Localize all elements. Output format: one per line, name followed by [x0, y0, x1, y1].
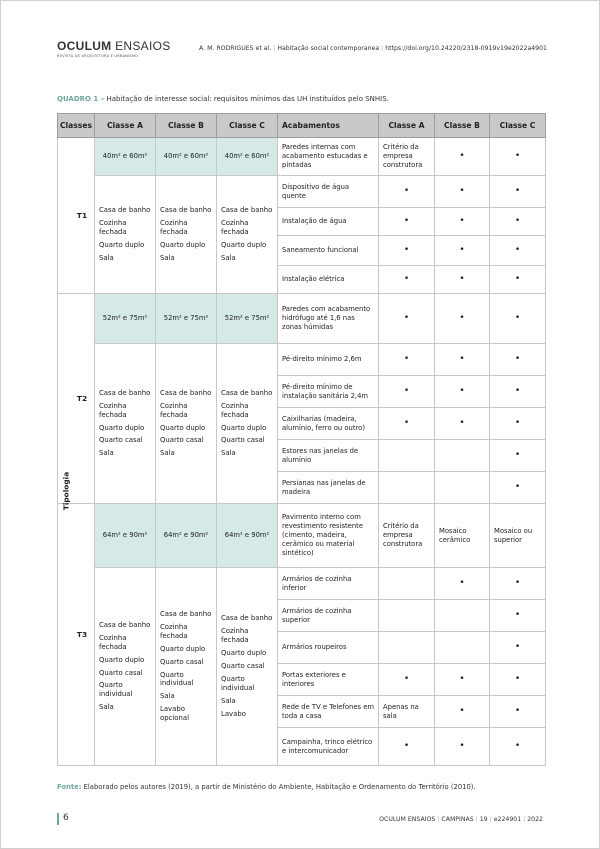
- footer-city: CAMPINAS: [441, 816, 474, 823]
- finish-class-b-cell: •: [435, 376, 490, 408]
- finish-class-c-cell: Mosaico ou superior: [490, 504, 546, 568]
- page-number: 6: [63, 813, 69, 823]
- finish-class-b-cell: •: [435, 236, 490, 266]
- footer-volume: 19: [479, 816, 488, 823]
- finish-class-b-cell: •: [435, 266, 490, 294]
- table-row: [58, 294, 546, 344]
- room-item: Sala: [99, 253, 114, 262]
- finish-class-a-cell: •: [379, 664, 435, 696]
- finish-class-b-cell: [435, 600, 490, 632]
- finish-label: Estores nas janelas de alumínio: [278, 440, 379, 472]
- finish-class-c-cell: •: [490, 344, 546, 376]
- header-class-a: Classe A: [95, 114, 156, 138]
- room-item: Casa de banho: [221, 614, 273, 623]
- source-text: Elaborado pelos autores (2019), a partir de Ministério do Ambiente, Habitação e Ordenamento do Território (2010).: [81, 783, 476, 791]
- header-short-title: Habitação social contemporanea: [277, 45, 380, 52]
- room-item: Sala: [160, 449, 175, 458]
- header-authors: A. M. RODRIGUES et al.: [199, 45, 272, 52]
- room-item: Quarto duplo: [221, 240, 267, 249]
- finish-class-b-cell: •: [435, 344, 490, 376]
- finish-label: Paredes com acabamento hidrófugo até 1,6 nas zonas húmidas: [278, 294, 379, 344]
- finish-label: Portas exteriores e interiores: [278, 664, 379, 696]
- finish-class-b-cell: •: [435, 696, 490, 728]
- room-item: Cozinha fechada: [99, 219, 127, 237]
- finish-class-c-cell: •: [490, 440, 546, 472]
- finish-class-a-cell: •: [379, 376, 435, 408]
- finish-class-a-cell: [379, 568, 435, 600]
- tipologia-label: Tipologia: [61, 471, 71, 511]
- finish-class-c-cell: •: [490, 632, 546, 664]
- area-range-cell: 52m² e 75m²: [217, 294, 278, 344]
- footer-accent-bar: [57, 813, 59, 825]
- finish-label: Instalação de água: [278, 208, 379, 236]
- room-item: Casa de banho: [160, 609, 212, 618]
- finish-class-b-cell: •: [435, 138, 490, 176]
- finish-class-a-cell: •: [379, 176, 435, 208]
- finish-class-b-cell: [435, 440, 490, 472]
- area-range-cell: 64m² e 90m²: [217, 504, 278, 568]
- table-body: [58, 138, 546, 766]
- finish-class-c-cell: •: [490, 376, 546, 408]
- requirements-table: [57, 113, 546, 766]
- room-item: Casa de banho: [160, 206, 212, 215]
- finish-class-a-cell: Apenas na sala: [379, 696, 435, 728]
- caption-text: Habitação de interesse social: requisitos mínimos das UH instituídos pelo SNHIS.: [104, 95, 389, 103]
- finish-class-c-cell: •: [490, 236, 546, 266]
- typology-label: T2: [58, 294, 95, 504]
- finish-class-b-cell: •: [435, 728, 490, 766]
- room-item: Quarto duplo: [160, 644, 206, 653]
- room-item: Casa de banho: [99, 206, 151, 215]
- finish-label: Pé-direito mínimo 2,6m: [278, 344, 379, 376]
- footer-year: 2022: [527, 816, 543, 823]
- rooms-cell: [217, 344, 278, 504]
- rooms-cell: [217, 568, 278, 766]
- room-item: Cozinha fechada: [99, 633, 127, 651]
- room-item: Cozinha fechada: [160, 219, 188, 237]
- room-item: Quarto duplo: [99, 423, 145, 432]
- finish-label: Pé-direito mínimo de instalação sanitária 2,4m: [278, 376, 379, 408]
- finish-class-c-cell: •: [490, 696, 546, 728]
- table-row: [58, 568, 546, 600]
- finish-class-c-cell: •: [490, 138, 546, 176]
- page-header: [57, 39, 547, 63]
- typology-label: T1: [58, 138, 95, 294]
- room-item: Quarto individual: [221, 674, 255, 692]
- area-range-cell: 64m² e 90m²: [95, 504, 156, 568]
- finish-class-c-cell: •: [490, 176, 546, 208]
- room-item: Sala: [221, 449, 236, 458]
- finish-label: Rede de TV e Telefones em toda a casa: [278, 696, 379, 728]
- finish-label: Caixilharias (madeira, alumínio, ferro ou outro): [278, 408, 379, 440]
- finish-class-b-cell: •: [435, 664, 490, 696]
- finish-class-c-cell: •: [490, 664, 546, 696]
- finish-class-a-cell: [379, 600, 435, 632]
- finish-class-a-cell: [379, 632, 435, 664]
- finish-class-a-cell: •: [379, 728, 435, 766]
- room-item: Cozinha fechada: [160, 401, 188, 419]
- finish-label: Persianas nas janelas de madeira: [278, 472, 379, 504]
- table-row: [58, 176, 546, 208]
- finish-class-a-cell: •: [379, 208, 435, 236]
- finish-class-b-cell: •: [435, 294, 490, 344]
- finish-label: Dispositivo de água quente: [278, 176, 379, 208]
- header-finish-class-c: Classe C: [490, 114, 546, 138]
- finish-class-c-cell: •: [490, 266, 546, 294]
- room-item: Casa de banho: [221, 206, 273, 215]
- header-acabamentos: Acabamentos: [278, 114, 379, 138]
- room-item: Cozinha fechada: [99, 401, 127, 419]
- logo-light-text: ENSAIOS: [115, 39, 171, 53]
- finish-label: Paredes internas com acabamento estucadas e pintadas: [278, 138, 379, 176]
- finish-class-a-cell: •: [379, 294, 435, 344]
- header-class-c: Classe C: [217, 114, 278, 138]
- room-item: Sala: [160, 692, 175, 701]
- footer-citation: OCULUM ENSAIOS | CAMPINAS | 19 | e224901 | 2022: [379, 816, 543, 823]
- room-item: Cozinha fechada: [221, 627, 249, 645]
- finish-class-a-cell: •: [379, 266, 435, 294]
- finish-class-a-cell: •: [379, 344, 435, 376]
- journal-logo: [57, 39, 171, 58]
- room-item: Casa de banho: [160, 388, 212, 397]
- room-item: Quarto casal: [99, 668, 143, 677]
- table-row: [58, 504, 546, 568]
- rooms-cell: [95, 176, 156, 294]
- finish-label: Instalação elétrica: [278, 266, 379, 294]
- rooms-cell: [95, 568, 156, 766]
- room-item: Casa de banho: [99, 388, 151, 397]
- room-item: Quarto casal: [160, 436, 204, 445]
- room-item: Sala: [160, 253, 175, 262]
- header-class-b: Classe B: [156, 114, 217, 138]
- room-item: Quarto individual: [160, 670, 194, 688]
- table-caption: [57, 95, 389, 103]
- finish-class-a-cell: [379, 472, 435, 504]
- room-item: Lavabo opcional: [160, 705, 190, 723]
- room-item: Quarto duplo: [221, 649, 267, 658]
- finish-class-c-cell: •: [490, 568, 546, 600]
- finish-class-c-cell: •: [490, 208, 546, 236]
- area-range-cell: 40m² e 60m²: [95, 138, 156, 176]
- finish-class-c-cell: •: [490, 408, 546, 440]
- table-header-row: [58, 114, 546, 138]
- typology-label: T3: [58, 504, 95, 766]
- area-range-cell: 64m² e 90m²: [156, 504, 217, 568]
- rooms-cell: [156, 344, 217, 504]
- room-item: Cozinha fechada: [221, 401, 249, 419]
- table-source: [57, 783, 476, 791]
- finish-label: Armários de cozinha superior: [278, 600, 379, 632]
- header-doi-link[interactable]: https://doi.org/10.24220/2318-0919v19e2022a4901: [385, 45, 547, 52]
- finish-class-b-cell: •: [435, 208, 490, 236]
- source-label: Fonte:: [57, 783, 82, 791]
- room-item: Quarto duplo: [99, 655, 145, 664]
- room-item: Cozinha fechada: [221, 219, 249, 237]
- room-item: Quarto duplo: [221, 423, 267, 432]
- finish-class-a-cell: [379, 440, 435, 472]
- table-row: [58, 344, 546, 376]
- room-item: Quarto duplo: [99, 240, 145, 249]
- finish-class-a-cell: •: [379, 408, 435, 440]
- room-item: Lavabo: [221, 709, 246, 718]
- finish-class-c-cell: •: [490, 728, 546, 766]
- table-row: [58, 138, 546, 176]
- finish-class-c-cell: •: [490, 600, 546, 632]
- finish-class-a-cell: Critério da empresa construtora: [379, 138, 435, 176]
- rooms-cell: [95, 344, 156, 504]
- header-classes: Classes: [58, 114, 95, 138]
- rooms-cell: [156, 176, 217, 294]
- finish-class-a-cell: •: [379, 236, 435, 266]
- room-item: Quarto casal: [221, 436, 265, 445]
- caption-label: QUADRO 1 –: [57, 95, 105, 103]
- logo-bold-text: OCULUM: [57, 39, 112, 53]
- area-range-cell: 52m² e 75m²: [156, 294, 217, 344]
- header-finish-class-b: Classe B: [435, 114, 490, 138]
- finish-class-c-cell: •: [490, 472, 546, 504]
- room-item: Sala: [221, 696, 236, 705]
- finish-class-b-cell: [435, 472, 490, 504]
- running-header: A. M. RODRIGUES et al. | Habitação social contemporanea | https://doi.org/10.24220/2318-0919v19e2022a4901: [199, 45, 547, 52]
- room-item: Sala: [99, 449, 114, 458]
- finish-label: Campainha, trinco elétrico e intercomunicador: [278, 728, 379, 766]
- room-item: Sala: [99, 703, 114, 712]
- room-item: Quarto casal: [99, 436, 143, 445]
- room-item: Casa de banho: [99, 620, 151, 629]
- room-item: Cozinha fechada: [160, 622, 188, 640]
- finish-class-b-cell: •: [435, 408, 490, 440]
- header-finish-class-a: Classe A: [379, 114, 435, 138]
- finish-class-a-cell: Critério da empresa construtora: [379, 504, 435, 568]
- room-item: Quarto casal: [160, 657, 204, 666]
- finish-label: Armários roupeiros: [278, 632, 379, 664]
- area-range-cell: 40m² e 60m²: [217, 138, 278, 176]
- area-range-cell: 52m² e 75m²: [95, 294, 156, 344]
- finish-label: Saneamento funcional: [278, 236, 379, 266]
- footer-journal: OCULUM ENSAIOS: [379, 816, 436, 823]
- finish-class-c-cell: •: [490, 294, 546, 344]
- room-item: Sala: [221, 253, 236, 262]
- room-item: Quarto duplo: [160, 240, 206, 249]
- rooms-cell: [217, 176, 278, 294]
- logo-subtitle: REVISTA DE ARQUITETURA E URBANISMO: [57, 54, 139, 58]
- finish-class-b-cell: Mosaico cerâmico: [435, 504, 490, 568]
- room-item: Quarto casal: [221, 662, 265, 671]
- finish-class-b-cell: •: [435, 568, 490, 600]
- finish-label: Armários de cozinha inferior: [278, 568, 379, 600]
- finish-class-b-cell: [435, 632, 490, 664]
- room-item: Quarto individual: [99, 681, 133, 699]
- finish-class-b-cell: •: [435, 176, 490, 208]
- area-range-cell: 40m² e 60m²: [156, 138, 217, 176]
- finish-label: Pavimento interno com revestimento resistente (cimento, madeira, cerâmico ou material sintético): [278, 504, 379, 568]
- room-item: Casa de banho: [221, 388, 273, 397]
- footer-article: e224901: [493, 816, 522, 823]
- room-item: Quarto duplo: [160, 423, 206, 432]
- rooms-cell: [156, 568, 217, 766]
